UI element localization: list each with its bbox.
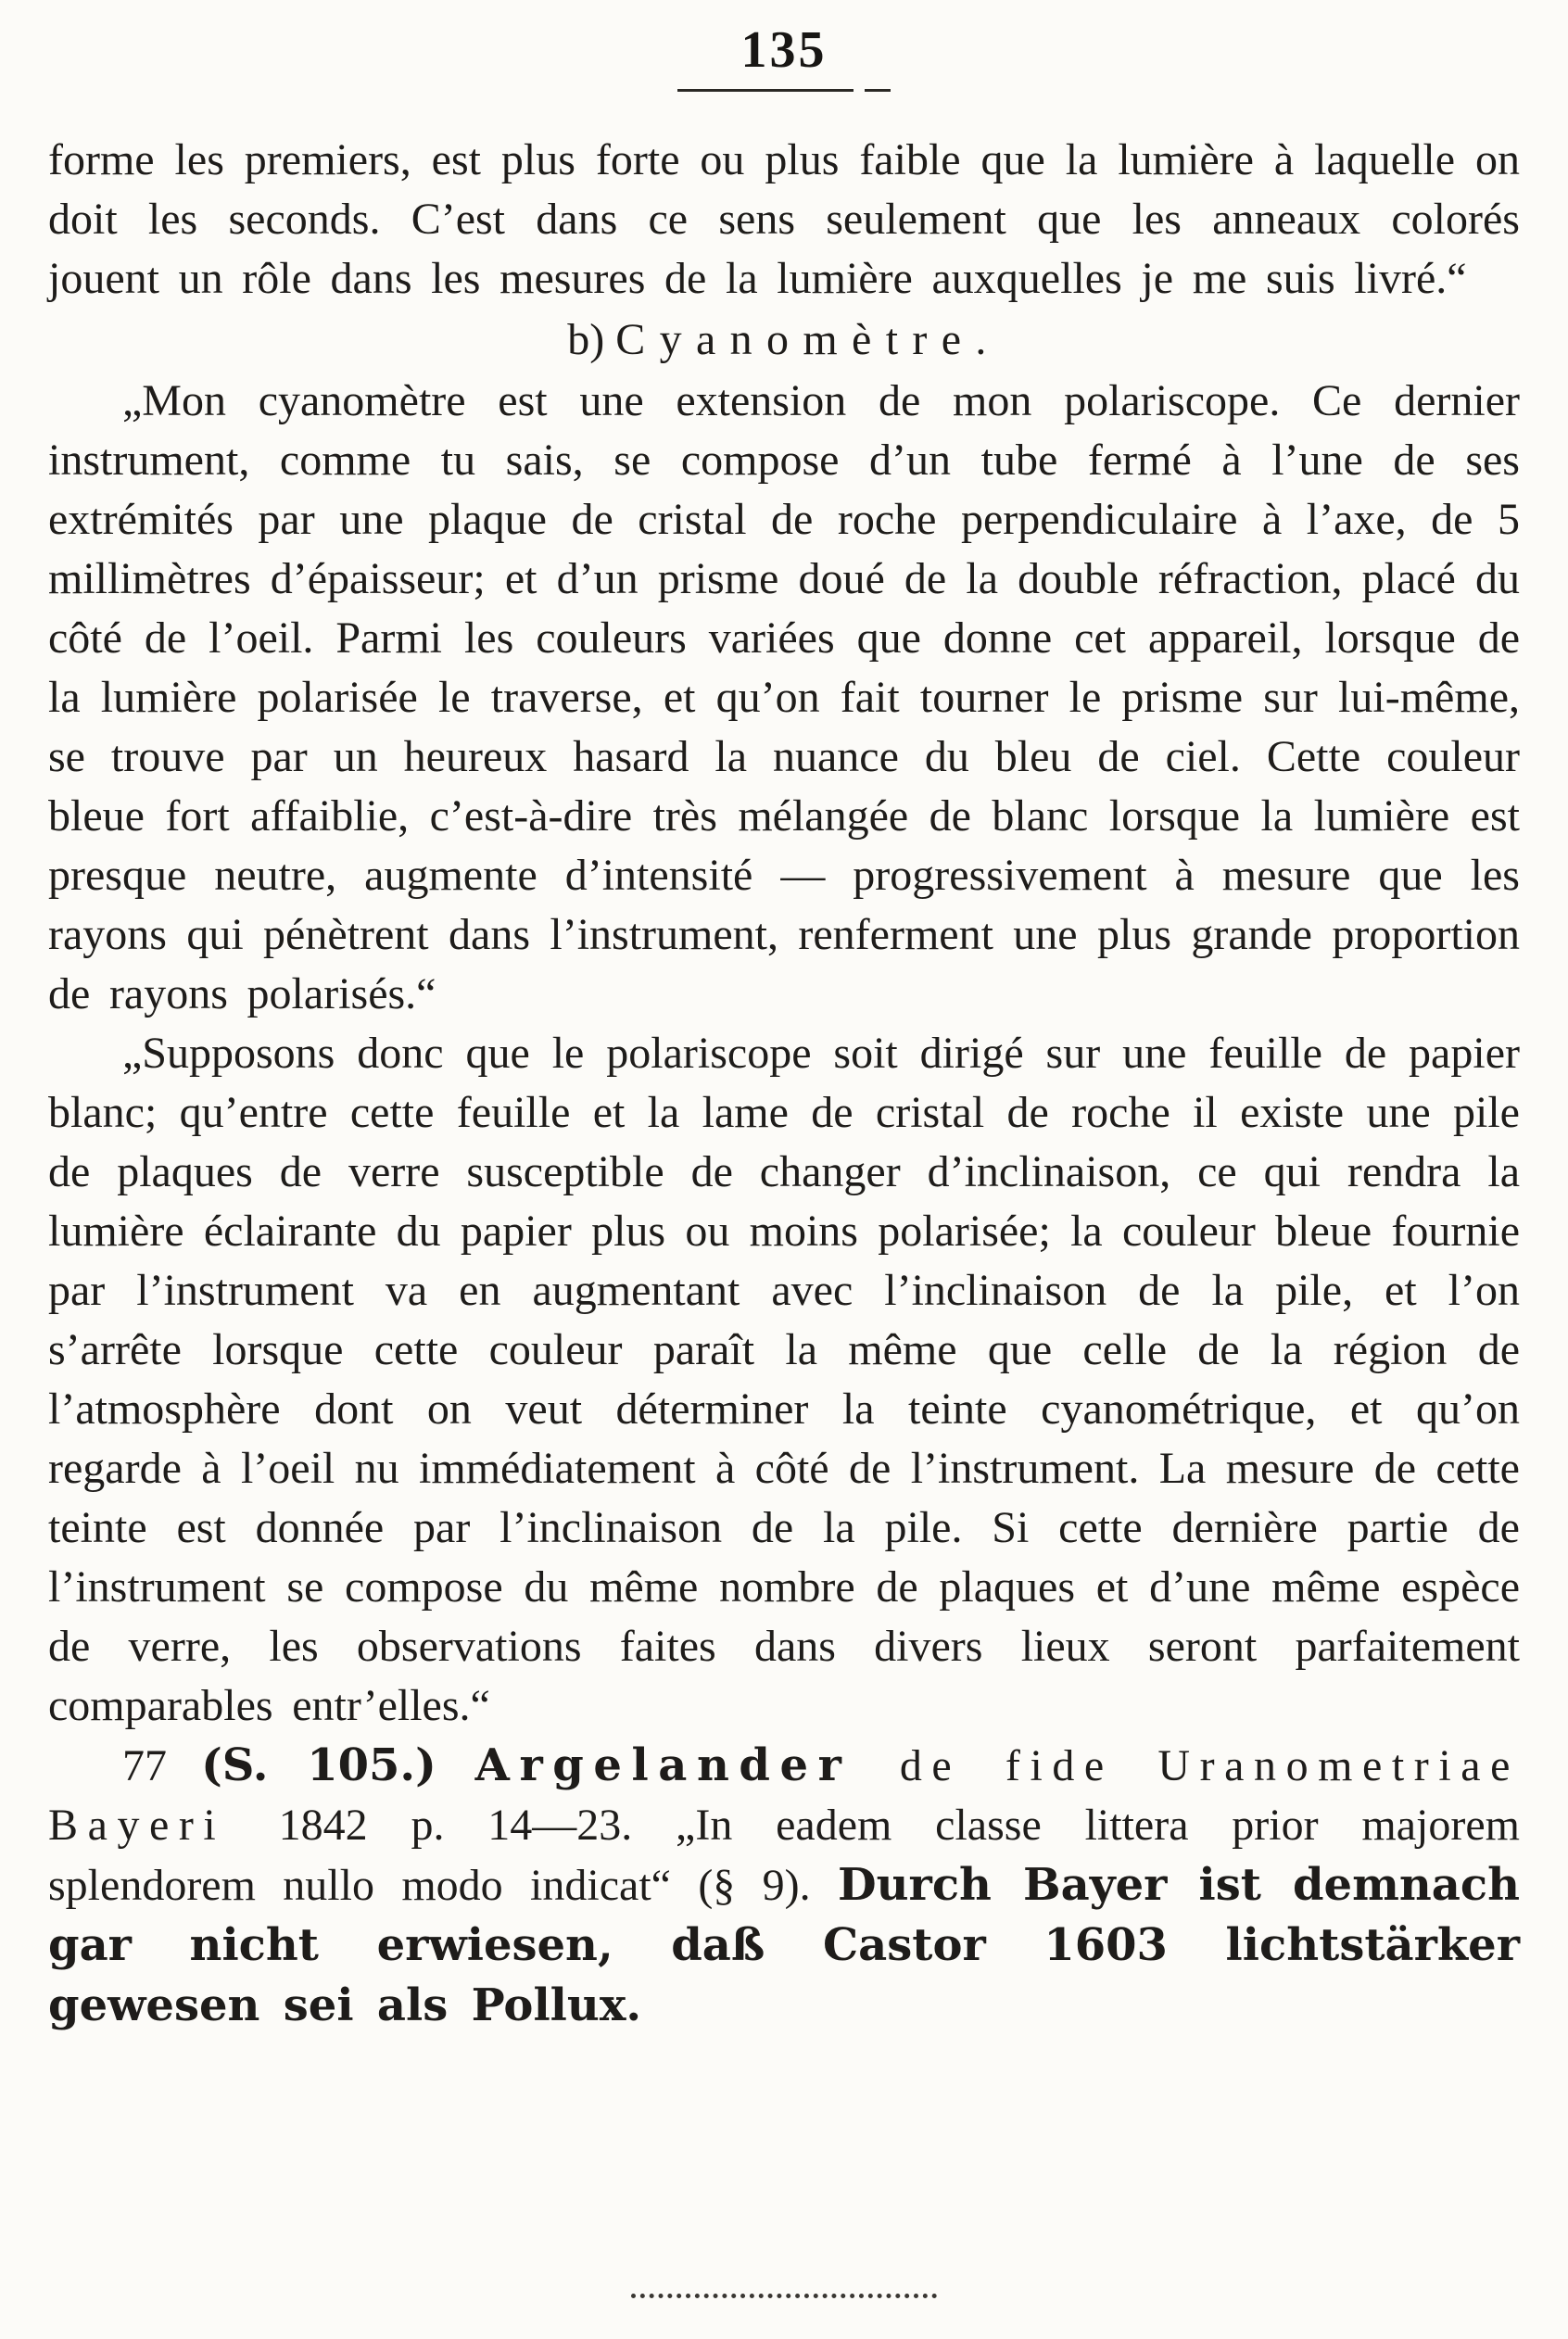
section-heading-prefix: b)	[567, 315, 616, 364]
footnote-work-title: de fide Uranometriae Bayeri	[48, 1741, 1520, 1850]
paragraph-supposons: „Supposons donc que le polariscope soit dirigé sur une feuille de papier blanc; qu’entre cette feuille et la lame de cristal de roche il existe une pile de plaques de verre susceptible de changer d’inclinaison, ce qui rendra la lumière éclairante du papier plus ou moins polarisée; la couleur bleue fournie par l’instrument va en augmentant avec l’inclinaison de la pile, et l’on s’arrête lorsque cette couleur paraît la même que celle de la région de l’atmosphère dont on veut déterminer la teinte cyanométrique, et qu’on regarde à l’oeil nu immédiatement à côté de l’instrument. La mesure de cette teinte est donnée par l’inclinaison de la pile. Si cette dernière partie de l’instrument se compose du même nombre de plaques et d’une même espèce de verre, les observations faites dans divers lieux seront parfaitement comparables entr’elles.“	[48, 1029, 1520, 1730]
header-rule	[48, 89, 1520, 92]
footnote-latin-quote: „In eadem classe littera prior majorem splendorem nullo modo indicat“ (§ 9).	[48, 1801, 1520, 1910]
footnote-citation: 1842 p. 14—23.	[278, 1801, 677, 1850]
header-rule-dash	[865, 89, 891, 92]
footnote-german-text: Durch Bayer ist demnach gar nicht erwiesen, daß Castor 1603 lichtstärker gewesen sei als Pollux.	[48, 1859, 1521, 2031]
footnote-paragraph	[48, 1736, 1520, 2036]
footnote-page-ref: (S. 105.)	[201, 1739, 475, 1791]
page-number: 135	[740, 21, 828, 79]
page-text	[48, 131, 1520, 2036]
page-header	[48, 20, 1520, 92]
section-heading-word: Cyanomètre.	[615, 315, 1001, 364]
paragraph-cyanometre: „Mon cyanomètre est une extension de mon polariscope. Ce dernier instrument, comme tu sais, se compose d’un tube fermé à l’une de ses extrémités par une plaque de cristal de roche perpendiculaire à l’axe, de 5 millimètres d’épaisseur; et d’un prisme doué de la double réfraction, placé du côté de l’oeil. Parmi les couleurs variées que donne cet appareil, lorsque de la lumière polarisée le traverse, et qu’on fait tourner le prisme sur lui-même, se trouve par un heureux hasard la nuance du bleu de ciel. Cette couleur bleue fort affaiblie, c’est-à-dire très mélangée de blanc lorsque la lumière est presque neutre, augmente d’intensité — progressivement à mesure que les rayons qui pénètrent dans l’instrument, renferment une plus grande proportion de rayons polarisés.“	[48, 376, 1520, 1018]
footnote-author: Argelander	[474, 1739, 900, 1791]
paragraph-continuation: forme les premiers, est plus forte ou plus faible que la lumière à laquelle on doit les seconds. C’est dans ce sens seulement que les anneaux colorés jouent un rôle dans les mesures de la lumière auxquelles je me suis livré.“	[48, 135, 1520, 303]
section-heading	[48, 310, 1520, 370]
footnote-marker: 77	[122, 1741, 202, 1790]
footer-rule	[631, 2294, 937, 2298]
header-rule-line	[677, 89, 854, 92]
